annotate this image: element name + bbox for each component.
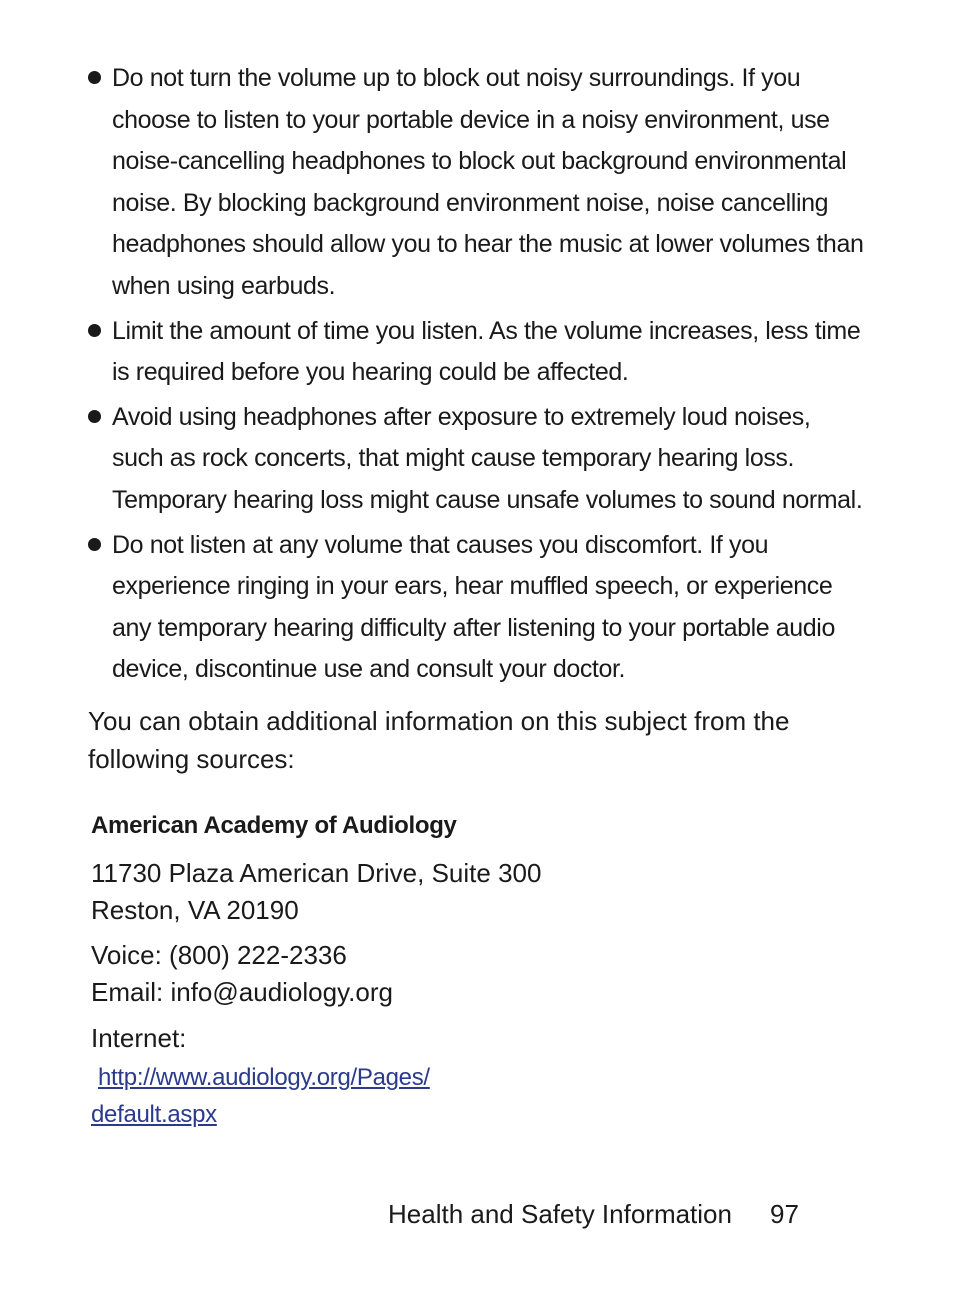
sources-intro: You can obtain additional information on this subject from the following sources: xyxy=(88,706,790,774)
bullet-text: Do not turn the volume up to block out noisy surroundings. If you choose to listen to your portable device in a noisy environment, use noise-cancelling headphones to block out background environmental noise. By blocking background environment noise, noise cancelling headphones should allow you to hear the music at lower volumes than when using earbuds. xyxy=(112,64,864,300)
voice-number: Voice: (800) 222-2336 xyxy=(91,940,347,970)
bullet-dot-icon xyxy=(88,538,101,551)
bullet-text: Do not listen at any volume that causes you discomfort. If you experience ringing in your ears, hear muffled speech, or experience any temporary hearing difficulty after listening to your portable audio device, discontinue use and consult your doctor. xyxy=(112,530,835,684)
organization-name: American Academy of Audiology xyxy=(91,812,457,839)
bullet-item xyxy=(88,397,868,522)
address-line-1: 11730 Plaza American Drive, Suite 300 xyxy=(91,858,542,888)
bullet-text: Avoid using headphones after exposure to extremely loud noises, such as rock concerts, that might cause temporary hearing loss. Temporary hearing loss might cause unsafe volumes to sound normal. xyxy=(112,402,863,514)
bullet-item xyxy=(88,311,868,394)
bullet-dot-icon xyxy=(88,410,101,423)
bullet-dot-icon xyxy=(88,71,101,84)
website-link-continued[interactable]: default.aspx xyxy=(91,1101,217,1128)
bullet-dot-icon xyxy=(88,324,101,337)
footer-section-title: Health and Safety Information xyxy=(388,1199,732,1229)
page-number: 97 xyxy=(770,1199,799,1229)
internet-label: Internet: xyxy=(91,1023,187,1053)
bullet-item xyxy=(88,58,868,308)
address-line-2: Reston, VA 20190 xyxy=(91,895,299,925)
safety-bullet-list xyxy=(88,58,868,694)
organization-contact xyxy=(91,937,393,1011)
bullet-text: Limit the amount of time you listen. As the volume increases, less time is required before you hearing could be affected. xyxy=(112,316,861,387)
organization-address xyxy=(91,855,541,929)
website-link[interactable]: http://www.audiology.org/Pages/ xyxy=(98,1064,430,1091)
bullet-item xyxy=(88,525,868,691)
email-address: Email: info@audiology.org xyxy=(91,977,393,1007)
